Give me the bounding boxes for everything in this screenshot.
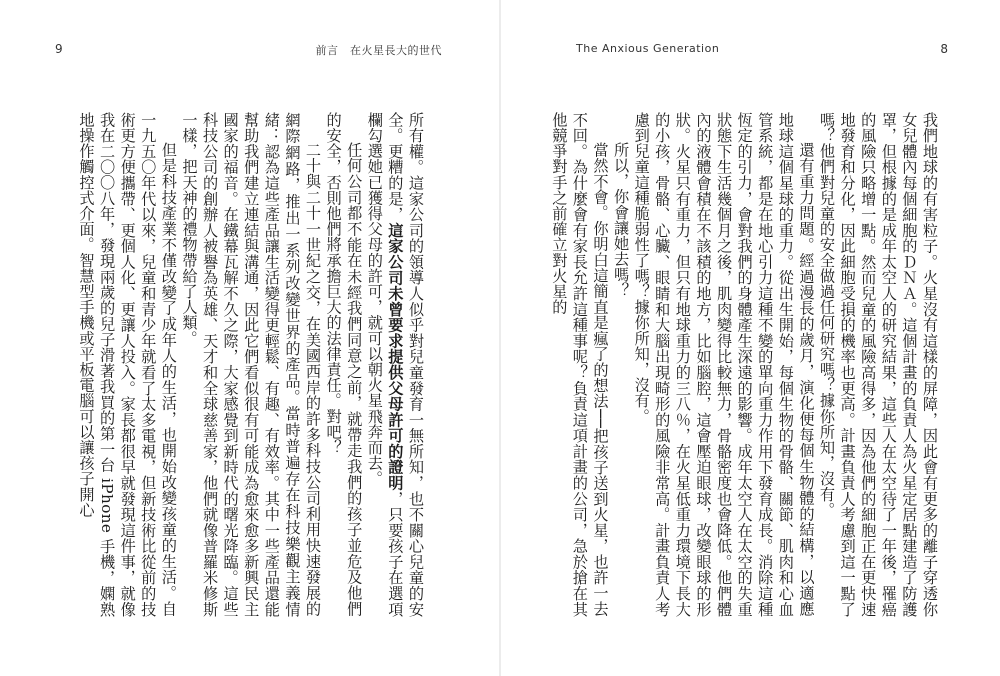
running-head-left: 前言 在火星長大的世代 <box>315 44 442 57</box>
paragraph-text: 我們地球的有害粒子。火星沒有這樣的屏障，因此會有更多的離子穿透你女兒體內每個細胞的ＤＮＡ。這個計畫的負責人為火星定居點建造了防護罩，但根據的是成年太空人的研究結果，這些人在太空待了一年後，罹癌的風險只略增一點。然而兒童的風險高得多，因為他們的細胞正在更快速地發育和分化，因此細胞受損的機率也更高。計畫負責人考慮到這一點了嗎？他們對兒童的安全做過任何研究嗎？據你所知，沒有。 <box>818 112 939 617</box>
paragraph-text: 所有權。這家公司的領導人似乎對兒童發育一無所知，也不關心兒童的安全。更糟的是， <box>386 112 425 617</box>
paragraph <box>323 112 364 617</box>
paragraph-text: 任何公司都不能在未經我們同意之前，就帶走我們的孩子並危及他們的安全，否則他們將承擔巨大的法律責任。對吧？ <box>324 112 364 617</box>
paragraph <box>179 112 323 617</box>
paragraph-text: 所以，你會讓她去嗎？ <box>612 142 631 299</box>
right-page-body <box>536 112 940 617</box>
paragraph-text: 二十與二十一世紀之交，在美國西岸的許多科技公司利用快速發展的網際網路，推出一系列改變世界的產品。當時普遍存在科技樂觀主義情緒：認為這些產品讓生活變得更輕鬆、有趣、有效率。其中一些產品還能幫助我們建立連結與溝通，因此它們看似很有可能成為愈來愈多新興民主國家的福音。在鐵幕瓦解不久之際，大家感覺到新時代的曙光降臨。這些科技公司的創辦人被譽為英雄、天才和全球慈善家，他們就像普羅米修斯一樣，把天神的禮物帶給了人類。 <box>180 112 323 617</box>
right-page <box>500 0 1000 676</box>
page-number-left: 9 <box>55 42 63 56</box>
paragraph-text: ，只要孩子在選項欄勾選她已獲得父母的許可，就可以朝火星飛奔而去。 <box>365 112 405 617</box>
paragraph <box>364 112 426 617</box>
paragraph <box>76 112 179 617</box>
paragraph-text: 當然不會。你明白這簡直是瘋了的想法──把孩子送到火星，也許一去不回。為什麼會有家長允許這種事呢？負責這項計畫的公司，急於搶在其他競爭對手之前確立對火星的 <box>550 112 610 617</box>
paragraph <box>631 112 816 617</box>
paragraph-text: 還有重力問題。經過漫長的歲月，演化便每個生物體的結構，以適應地球這個星球的重力。從出生開始，每個生物的骨骼、關節、肌肉和心血管系統，都是在地心引力這種不變的單向重力作用下發育成長。消除這種恆定的引力，會對我們的身體產生深遠的影響。成年太空人在太空的失重狀態下生活幾個月之後，肌肉變得比較無力，骨骼密度也會降低。他們體內的液體會積在不該積的地方，比如腦腔，這會壓迫眼球，改變眼球的形狀。火星只有重力，但只有地球重力的三八％，在火星低重力環境下長大的小孩，骨骼、心臟、眼睛和大腦出現畸形的風險非常高。計畫負責人考慮到兒童這種脆弱性了嗎？據你所知，沒有。 <box>632 112 816 617</box>
page-number-right: 8 <box>940 42 948 56</box>
paragraph <box>549 112 611 617</box>
left-page-body <box>57 112 426 617</box>
paragraph <box>611 112 632 617</box>
paragraph <box>816 112 940 617</box>
bold-text: 這家公司未曾要求提供父母許可的證明 <box>386 222 405 491</box>
running-head-right: The Anxious Generation <box>576 42 720 55</box>
paragraph-text: 但是科技產業不僅改變了成年人的生活，也開始改變孩童的生活。自一九五〇年代以來，兒童和青少年就看了太多電視，但新技術比從前的技術更方便攜帶、更個人化、更讓人投入。家長都很早就發現這件事，就像我在二〇〇八年，發現兩歲的兒子滑著我買的第一台 iPhone 手機，嫻熟地操作觸控式介面。智慧型手機或平板電腦可以讓孩子開心 <box>77 112 178 617</box>
